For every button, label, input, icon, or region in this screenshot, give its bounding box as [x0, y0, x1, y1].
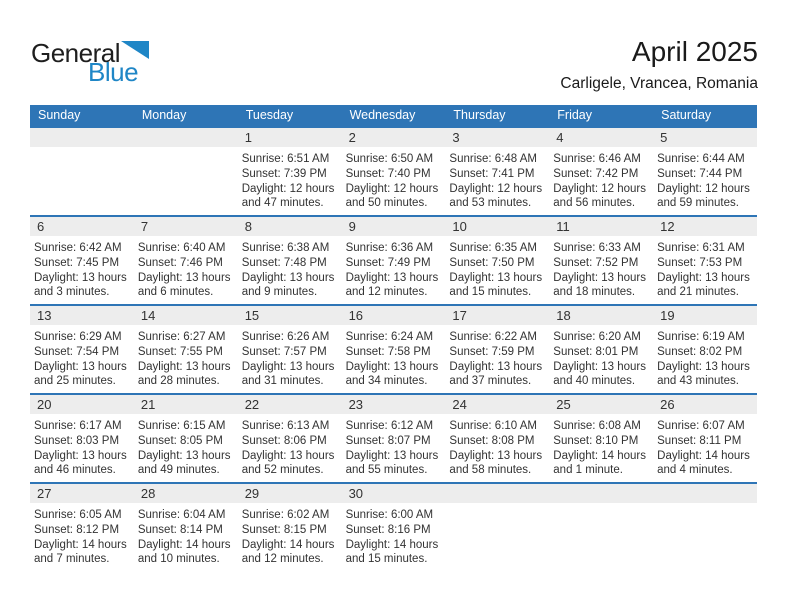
- day-number: 11: [549, 217, 653, 236]
- sunset-line: Sunset: 8:07 PM: [345, 434, 431, 447]
- sunset-line: Sunset: 8:10 PM: [553, 434, 639, 447]
- daylight-line-1: Daylight: 13 hours: [449, 449, 543, 462]
- day-cell-9: [342, 217, 446, 304]
- daylight-line-2: and 21 minutes.: [657, 286, 739, 299]
- sunrise-line: Sunrise: 6:12 AM: [345, 420, 434, 432]
- page-title: April 2025: [631, 36, 758, 67]
- day-details: [445, 236, 549, 300]
- weekday-monday: Monday: [141, 108, 187, 122]
- daylight-line-1: Daylight: 14 hours: [345, 538, 439, 551]
- day-details: [134, 236, 238, 300]
- day-cell-empty: [30, 128, 134, 215]
- day-number: 5: [653, 128, 757, 147]
- day-details: [445, 503, 549, 508]
- sunrise-line: Sunrise: 6:31 AM: [657, 242, 745, 254]
- sunrise-line: Sunrise: 6:24 AM: [345, 331, 434, 343]
- sunrise-line: Sunrise: 6:38 AM: [241, 242, 330, 254]
- sunrise-line: Sunrise: 6:04 AM: [137, 509, 226, 521]
- day-cell-empty: [653, 484, 757, 571]
- sunset-line: Sunset: 7:46 PM: [137, 256, 223, 269]
- day-cell-11: [549, 217, 653, 304]
- day-details: [653, 236, 757, 300]
- weekday-thursday: Thursday: [453, 108, 506, 122]
- daylight-line-1: Daylight: 13 hours: [34, 449, 127, 462]
- day-number: 23: [342, 395, 446, 414]
- day-number: [134, 128, 238, 147]
- sunset-line: Sunset: 8:15 PM: [241, 523, 327, 536]
- day-cell-17: [445, 306, 549, 393]
- daylight-line-2: and 43 minutes.: [657, 375, 739, 388]
- daylight-line-2: and 50 minutes.: [345, 197, 428, 210]
- sunrise-line: Sunrise: 6:07 AM: [657, 420, 745, 432]
- day-details: [653, 325, 757, 389]
- sunrise-line: Sunrise: 6:46 AM: [553, 153, 641, 165]
- day-number: 10: [445, 217, 549, 236]
- daylight-line-1: Daylight: 13 hours: [449, 360, 543, 373]
- day-cell-7: [134, 217, 238, 304]
- day-number: 12: [653, 217, 757, 236]
- day-details: [549, 236, 653, 300]
- day-cell-22: [238, 395, 342, 482]
- day-number: 18: [549, 306, 653, 325]
- week-row-4: [30, 393, 757, 482]
- daylight-line-2: and 52 minutes.: [241, 464, 324, 477]
- day-details: [238, 414, 342, 478]
- daylight-line-1: Daylight: 13 hours: [241, 360, 335, 373]
- day-details: [134, 503, 238, 567]
- day-number: 25: [549, 395, 653, 414]
- weekday-tuesday: Tuesday: [245, 108, 294, 122]
- day-cell-21: [134, 395, 238, 482]
- daylight-line-2: and 15 minutes.: [345, 553, 428, 566]
- day-number: 6: [30, 217, 134, 236]
- day-details: [342, 503, 446, 567]
- daylight-line-1: Daylight: 12 hours: [241, 182, 335, 195]
- location-subtitle: Carligele, Vrancea, Romania: [560, 75, 758, 92]
- sunset-line: Sunset: 7:59 PM: [449, 345, 535, 358]
- week-row-3: [30, 304, 757, 393]
- day-number: 15: [238, 306, 342, 325]
- day-details: [342, 147, 446, 211]
- day-details: [342, 236, 446, 300]
- day-number: [445, 484, 549, 503]
- daylight-line-1: Daylight: 12 hours: [657, 182, 750, 195]
- daylight-line-2: and 58 minutes.: [449, 464, 532, 477]
- daylight-line-1: Daylight: 13 hours: [449, 271, 543, 284]
- day-details: [653, 503, 757, 508]
- sunrise-line: Sunrise: 6:08 AM: [553, 420, 641, 432]
- daylight-line-2: and 3 minutes.: [34, 286, 110, 299]
- week-row-2: [30, 215, 757, 304]
- sunrise-line: Sunrise: 6:05 AM: [34, 509, 122, 521]
- daylight-line-1: Daylight: 13 hours: [34, 360, 127, 373]
- daylight-line-1: Daylight: 14 hours: [657, 449, 750, 462]
- sunset-line: Sunset: 7:55 PM: [137, 345, 223, 358]
- title-block: [560, 36, 758, 93]
- week-row-5: [30, 482, 757, 571]
- daylight-line-1: Daylight: 13 hours: [345, 271, 439, 284]
- sunset-line: Sunset: 7:40 PM: [345, 167, 431, 180]
- day-number: 27: [30, 484, 134, 503]
- weekday-sunday: Sunday: [38, 108, 81, 122]
- day-details: [134, 325, 238, 389]
- day-cell-15: [238, 306, 342, 393]
- daylight-line-1: Daylight: 13 hours: [137, 360, 231, 373]
- day-number: [30, 128, 134, 147]
- sunrise-line: Sunrise: 6:33 AM: [553, 242, 641, 254]
- sunset-line: Sunset: 7:50 PM: [449, 256, 535, 269]
- day-cell-24: [445, 395, 549, 482]
- weekday-friday: Friday: [557, 108, 593, 122]
- sunset-line: Sunset: 7:39 PM: [241, 167, 327, 180]
- daylight-line-2: and 55 minutes.: [345, 464, 428, 477]
- sunset-line: Sunset: 7:42 PM: [553, 167, 639, 180]
- weekday-header-row: [30, 105, 757, 126]
- daylight-line-1: Daylight: 13 hours: [137, 449, 231, 462]
- day-details: [30, 325, 134, 389]
- daylight-line-2: and 10 minutes.: [137, 553, 220, 566]
- daylight-line-1: Daylight: 13 hours: [657, 360, 750, 373]
- day-cell-25: [549, 395, 653, 482]
- day-cell-6: [30, 217, 134, 304]
- day-details: [445, 147, 549, 211]
- daylight-line-1: Daylight: 13 hours: [137, 271, 231, 284]
- sunrise-line: Sunrise: 6:29 AM: [34, 331, 122, 343]
- sunset-line: Sunset: 8:02 PM: [657, 345, 743, 358]
- day-details: [238, 147, 342, 211]
- day-number: 26: [653, 395, 757, 414]
- daylight-line-1: Daylight: 12 hours: [345, 182, 439, 195]
- sunrise-line: Sunrise: 6:44 AM: [657, 153, 745, 165]
- sunset-line: Sunset: 8:08 PM: [449, 434, 535, 447]
- daylight-line-1: Daylight: 14 hours: [553, 449, 646, 462]
- daylight-line-2: and 25 minutes.: [34, 375, 116, 388]
- daylight-line-2: and 12 minutes.: [345, 286, 428, 299]
- day-details: [653, 414, 757, 478]
- daylight-line-2: and 53 minutes.: [449, 197, 532, 210]
- sunset-line: Sunset: 7:49 PM: [345, 256, 431, 269]
- week-row-1: [30, 126, 757, 215]
- daylight-line-2: and 47 minutes.: [241, 197, 324, 210]
- day-details: [549, 325, 653, 389]
- day-number: 20: [30, 395, 134, 414]
- day-details: [30, 147, 134, 152]
- day-number: 9: [342, 217, 446, 236]
- logo-general-text: General: [31, 38, 120, 68]
- day-cell-empty: [549, 484, 653, 571]
- sunrise-line: Sunrise: 6:19 AM: [657, 331, 745, 343]
- daylight-line-2: and 56 minutes.: [553, 197, 636, 210]
- day-number: 21: [134, 395, 238, 414]
- day-cell-19: [653, 306, 757, 393]
- daylight-line-1: Daylight: 13 hours: [345, 360, 439, 373]
- sunrise-line: Sunrise: 6:20 AM: [553, 331, 641, 343]
- sunrise-line: Sunrise: 6:35 AM: [449, 242, 537, 254]
- daylight-line-2: and 49 minutes.: [137, 464, 220, 477]
- daylight-line-2: and 28 minutes.: [137, 375, 220, 388]
- day-cell-1: [238, 128, 342, 215]
- day-number: 22: [238, 395, 342, 414]
- day-cell-2: [342, 128, 446, 215]
- day-number: 13: [30, 306, 134, 325]
- day-number: 3: [445, 128, 549, 147]
- daylight-line-2: and 59 minutes.: [657, 197, 739, 210]
- day-details: [342, 414, 446, 478]
- daylight-line-1: Daylight: 14 hours: [137, 538, 231, 551]
- daylight-line-2: and 46 minutes.: [34, 464, 116, 477]
- sunset-line: Sunset: 7:52 PM: [553, 256, 639, 269]
- sunset-line: Sunset: 7:58 PM: [345, 345, 431, 358]
- daylight-line-2: and 4 minutes.: [657, 464, 733, 477]
- sunset-line: Sunset: 7:41 PM: [449, 167, 535, 180]
- weekday-wednesday: Wednesday: [349, 108, 416, 122]
- sunset-line: Sunset: 7:57 PM: [241, 345, 327, 358]
- day-number: 1: [238, 128, 342, 147]
- sunset-line: Sunset: 8:12 PM: [34, 523, 120, 536]
- daylight-line-2: and 40 minutes.: [553, 375, 636, 388]
- day-details: [134, 414, 238, 478]
- day-cell-23: [342, 395, 446, 482]
- daylight-line-2: and 34 minutes.: [345, 375, 428, 388]
- sunrise-line: Sunrise: 6:50 AM: [345, 153, 434, 165]
- sunrise-line: Sunrise: 6:36 AM: [345, 242, 434, 254]
- day-cell-8: [238, 217, 342, 304]
- day-details: [549, 503, 653, 508]
- day-details: [30, 236, 134, 300]
- day-details: [445, 414, 549, 478]
- sunrise-line: Sunrise: 6:10 AM: [449, 420, 537, 432]
- day-number: 14: [134, 306, 238, 325]
- sunset-line: Sunset: 8:16 PM: [345, 523, 431, 536]
- daylight-line-2: and 12 minutes.: [241, 553, 324, 566]
- sunset-line: Sunset: 8:14 PM: [137, 523, 223, 536]
- day-cell-13: [30, 306, 134, 393]
- day-cell-14: [134, 306, 238, 393]
- daylight-line-1: Daylight: 12 hours: [449, 182, 543, 195]
- sunset-line: Sunset: 7:54 PM: [34, 345, 120, 358]
- sunrise-line: Sunrise: 6:48 AM: [449, 153, 537, 165]
- day-cell-3: [445, 128, 549, 215]
- sunset-line: Sunset: 7:44 PM: [657, 167, 743, 180]
- sunrise-line: Sunrise: 6:26 AM: [241, 331, 330, 343]
- day-number: 2: [342, 128, 446, 147]
- sunrise-line: Sunrise: 6:27 AM: [137, 331, 226, 343]
- day-number: [549, 484, 653, 503]
- daylight-line-2: and 6 minutes.: [137, 286, 214, 299]
- day-number: 19: [653, 306, 757, 325]
- sunset-line: Sunset: 7:48 PM: [241, 256, 327, 269]
- day-cell-empty: [134, 128, 238, 215]
- day-details: [238, 236, 342, 300]
- day-cell-16: [342, 306, 446, 393]
- sunrise-line: Sunrise: 6:02 AM: [241, 509, 330, 521]
- sunset-line: Sunset: 8:05 PM: [137, 434, 223, 447]
- daylight-line-1: Daylight: 13 hours: [553, 360, 646, 373]
- daylight-line-2: and 18 minutes.: [553, 286, 636, 299]
- day-cell-4: [549, 128, 653, 215]
- day-details: [549, 414, 653, 478]
- daylight-line-2: and 15 minutes.: [449, 286, 532, 299]
- day-number: 4: [549, 128, 653, 147]
- sunrise-line: Sunrise: 6:17 AM: [34, 420, 122, 432]
- day-number: [653, 484, 757, 503]
- daylight-line-1: Daylight: 12 hours: [553, 182, 646, 195]
- day-cell-20: [30, 395, 134, 482]
- sunset-line: Sunset: 7:53 PM: [657, 256, 743, 269]
- day-details: [445, 325, 549, 389]
- day-cell-26: [653, 395, 757, 482]
- logo-blue-text: Blue: [88, 57, 139, 87]
- daylight-line-1: Daylight: 13 hours: [241, 271, 335, 284]
- calendar: [30, 105, 757, 571]
- day-cell-18: [549, 306, 653, 393]
- sunrise-line: Sunrise: 6:40 AM: [137, 242, 226, 254]
- generalblue-logo: [31, 40, 149, 85]
- sunrise-line: Sunrise: 6:00 AM: [345, 509, 434, 521]
- sunrise-line: Sunrise: 6:51 AM: [241, 153, 330, 165]
- day-details: [238, 503, 342, 567]
- sunrise-line: Sunrise: 6:42 AM: [34, 242, 122, 254]
- day-details: [549, 147, 653, 211]
- daylight-line-2: and 7 minutes.: [34, 553, 110, 566]
- day-cell-5: [653, 128, 757, 215]
- day-cell-30: [342, 484, 446, 571]
- sunset-line: Sunset: 8:11 PM: [657, 434, 742, 447]
- daylight-line-1: Daylight: 13 hours: [553, 271, 646, 284]
- sunset-line: Sunset: 8:06 PM: [241, 434, 327, 447]
- day-cell-28: [134, 484, 238, 571]
- day-number: 17: [445, 306, 549, 325]
- daylight-line-1: Daylight: 13 hours: [657, 271, 750, 284]
- day-details: [342, 325, 446, 389]
- daylight-line-2: and 31 minutes.: [241, 375, 324, 388]
- day-details: [238, 325, 342, 389]
- daylight-line-1: Daylight: 14 hours: [34, 538, 127, 551]
- sunrise-line: Sunrise: 6:22 AM: [449, 331, 537, 343]
- weekday-saturday: Saturday: [661, 108, 712, 122]
- sunrise-line: Sunrise: 6:15 AM: [137, 420, 226, 432]
- day-number: 30: [342, 484, 446, 503]
- day-number: 29: [238, 484, 342, 503]
- day-details: [30, 414, 134, 478]
- day-cell-29: [238, 484, 342, 571]
- day-number: 24: [445, 395, 549, 414]
- calendar-weeks: [30, 126, 757, 571]
- daylight-line-1: Daylight: 13 hours: [34, 271, 127, 284]
- daylight-line-1: Daylight: 13 hours: [241, 449, 335, 462]
- sunset-line: Sunset: 8:01 PM: [553, 345, 639, 358]
- day-number: 16: [342, 306, 446, 325]
- daylight-line-1: Daylight: 14 hours: [241, 538, 335, 551]
- day-number: 8: [238, 217, 342, 236]
- daylight-line-2: and 37 minutes.: [449, 375, 532, 388]
- day-cell-12: [653, 217, 757, 304]
- sunrise-line: Sunrise: 6:13 AM: [241, 420, 330, 432]
- daylight-line-2: and 1 minute.: [553, 464, 623, 477]
- day-cell-10: [445, 217, 549, 304]
- day-details: [134, 147, 238, 152]
- day-cell-27: [30, 484, 134, 571]
- sunset-line: Sunset: 8:03 PM: [34, 434, 120, 447]
- day-details: [30, 503, 134, 567]
- day-details: [653, 147, 757, 211]
- day-number: 7: [134, 217, 238, 236]
- day-number: 28: [134, 484, 238, 503]
- daylight-line-2: and 9 minutes.: [241, 286, 318, 299]
- day-cell-empty: [445, 484, 549, 571]
- sunset-line: Sunset: 7:45 PM: [34, 256, 120, 269]
- daylight-line-1: Daylight: 13 hours: [345, 449, 439, 462]
